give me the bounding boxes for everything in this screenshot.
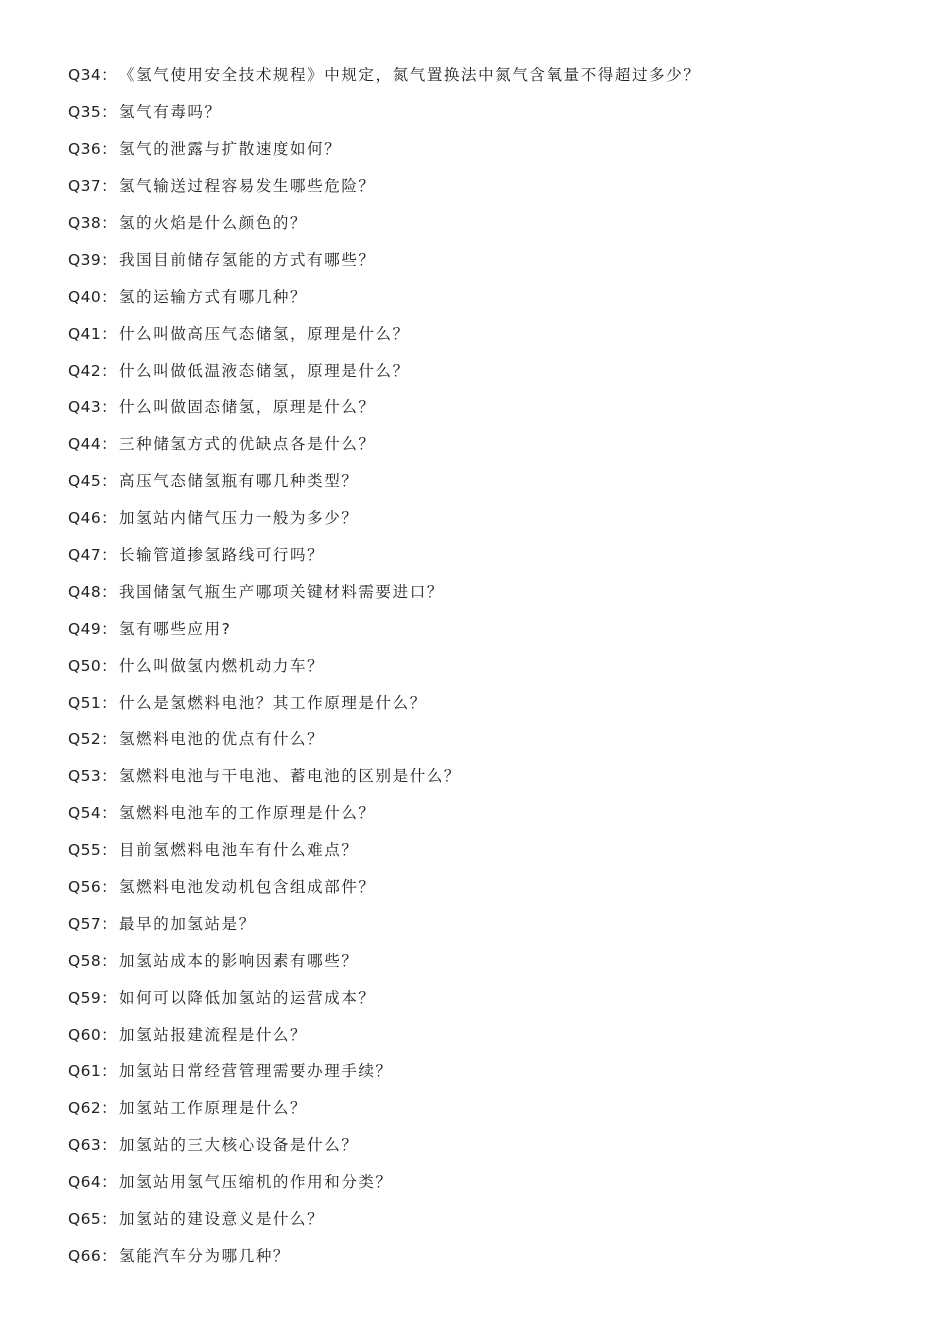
question-number: Q53：	[68, 767, 118, 786]
question-text: 我国目前储存氢能的方式有哪些？	[119, 250, 376, 269]
question-text: 氢有哪些应用?	[119, 619, 232, 638]
question-number: Q42：	[68, 361, 118, 380]
question-number: Q56：	[68, 878, 118, 897]
question-number: Q60：	[68, 1025, 118, 1044]
question-text: 氢气的泄露与扩散速度如何？	[119, 140, 342, 159]
question-item	[68, 1126, 890, 1163]
question-number: Q54：	[68, 804, 118, 823]
question-number: Q38：	[68, 214, 118, 232]
question-number: Q48：	[68, 582, 118, 601]
question-number: Q61：	[68, 1062, 118, 1081]
question-item	[68, 1200, 890, 1237]
question-text: 氢燃料电池车的工作原理是什么？	[119, 804, 376, 823]
question-number: Q55：	[68, 841, 118, 860]
question-number: Q43：	[68, 398, 118, 417]
question-item	[68, 794, 890, 831]
question-number: Q64：	[68, 1173, 118, 1192]
question-text: 什么是氢燃料电池？其工作原理是什么？	[119, 693, 427, 712]
question-item	[68, 351, 890, 388]
question-text: 加氢站的三大核心设备是什么？	[119, 1136, 359, 1155]
question-number: Q39：	[68, 250, 118, 269]
question-item	[68, 720, 890, 757]
question-item	[68, 277, 890, 314]
question-item	[68, 240, 890, 277]
question-text: 什么叫做氢内燃机动力车？	[119, 656, 325, 675]
question-number: Q51：	[68, 693, 118, 712]
question-text: 什么叫做高压气态储氢，原理是什么？	[119, 324, 410, 343]
question-item	[68, 314, 890, 351]
question-number: Q49：	[68, 619, 118, 638]
question-text: 什么叫做低温液态储氢，原理是什么？	[119, 361, 410, 380]
question-item	[68, 609, 890, 646]
question-text: 氢气输送过程容易发生哪些危险？	[119, 177, 376, 196]
question-text: 最早的加氢站是？	[119, 914, 256, 933]
question-number: Q44：	[68, 435, 118, 454]
question-item	[68, 683, 890, 720]
question-text: 目前氢燃料电池车有什么难点？	[119, 841, 359, 860]
question-item	[68, 536, 890, 573]
question-number: Q40：	[68, 287, 118, 306]
question-number: Q34：	[68, 66, 118, 85]
question-item	[68, 1052, 890, 1089]
question-number: Q58：	[68, 951, 118, 970]
question-text: 如何可以降低加氢站的运营成本？	[119, 988, 376, 1007]
question-text: 什么叫做固态储氢，原理是什么？	[119, 398, 376, 417]
question-item	[68, 56, 890, 93]
question-item	[68, 425, 890, 462]
question-text: 氢气有毒吗？	[119, 103, 222, 122]
question-text: 加氢站日常经营管理需要办理手续？	[119, 1062, 393, 1081]
question-number: Q62：	[68, 1099, 118, 1118]
question-text: 《氢气使用安全技术规程》中规定，氮气置换法中氮气含氧量不得超过多少？	[119, 66, 701, 85]
question-number: Q36：	[68, 140, 118, 159]
question-text: 高压气态储氢瓶有哪几种类型？	[119, 472, 359, 491]
question-number: Q57：	[68, 914, 118, 933]
question-item	[68, 978, 890, 1015]
question-item	[68, 646, 890, 683]
question-text: 氢燃料电池的优点有什么？	[119, 730, 325, 749]
question-item	[68, 757, 890, 794]
question-number: Q37：	[68, 177, 118, 196]
question-item	[68, 941, 890, 978]
question-text: 氢燃料电池与干电池、蓄电池的区别是什么？	[119, 767, 462, 786]
question-text: 我国储氢气瓶生产哪项关键材料需要进口？	[119, 582, 444, 601]
question-item	[68, 831, 890, 868]
question-text: 氢燃料电池发动机包含组成部件？	[119, 878, 376, 897]
question-number: Q41：	[68, 324, 118, 343]
question-item	[68, 1015, 890, 1052]
question-number: Q46：	[68, 509, 118, 528]
question-text: 氢的运输方式有哪几种？	[119, 287, 308, 306]
question-number: Q50：	[68, 656, 118, 675]
question-text: 长输管道掺氢路线可行吗？	[119, 546, 325, 565]
question-text: 加氢站用氢气压缩机的作用和分类？	[119, 1173, 393, 1192]
question-item	[68, 130, 890, 167]
question-text: 加氢站报建流程是什么？	[119, 1025, 308, 1044]
question-item	[68, 1237, 890, 1274]
question-text: 氢的火焰是什么颜色的？	[119, 214, 308, 232]
question-number: Q47：	[68, 546, 118, 565]
question-text: 加氢站成本的影响因素有哪些？	[119, 951, 359, 970]
question-list	[68, 56, 890, 1273]
question-item	[68, 904, 890, 941]
question-text: 三种储氢方式的优缺点各是什么？	[119, 435, 376, 454]
question-number: Q45：	[68, 472, 118, 491]
question-item	[68, 167, 890, 204]
question-item	[68, 388, 890, 425]
question-text: 氢能汽车分为哪几种？	[119, 1246, 291, 1265]
question-item	[68, 572, 890, 609]
question-number: Q66：	[68, 1246, 118, 1265]
question-item	[68, 499, 890, 536]
question-number: Q59：	[68, 988, 118, 1007]
question-text: 加氢站的建设意义是什么？	[119, 1210, 325, 1229]
question-item	[68, 868, 890, 905]
question-item	[68, 204, 890, 241]
question-number: Q63：	[68, 1136, 118, 1155]
question-number: Q35：	[68, 103, 118, 122]
question-item	[68, 462, 890, 499]
question-number: Q52：	[68, 730, 118, 749]
question-item	[68, 93, 890, 130]
question-text: 加氢站内储气压力一般为多少？	[119, 509, 359, 528]
question-item	[68, 1163, 890, 1200]
question-number: Q65：	[68, 1210, 118, 1229]
question-text: 加氢站工作原理是什么？	[119, 1099, 308, 1118]
question-item	[68, 1089, 890, 1126]
